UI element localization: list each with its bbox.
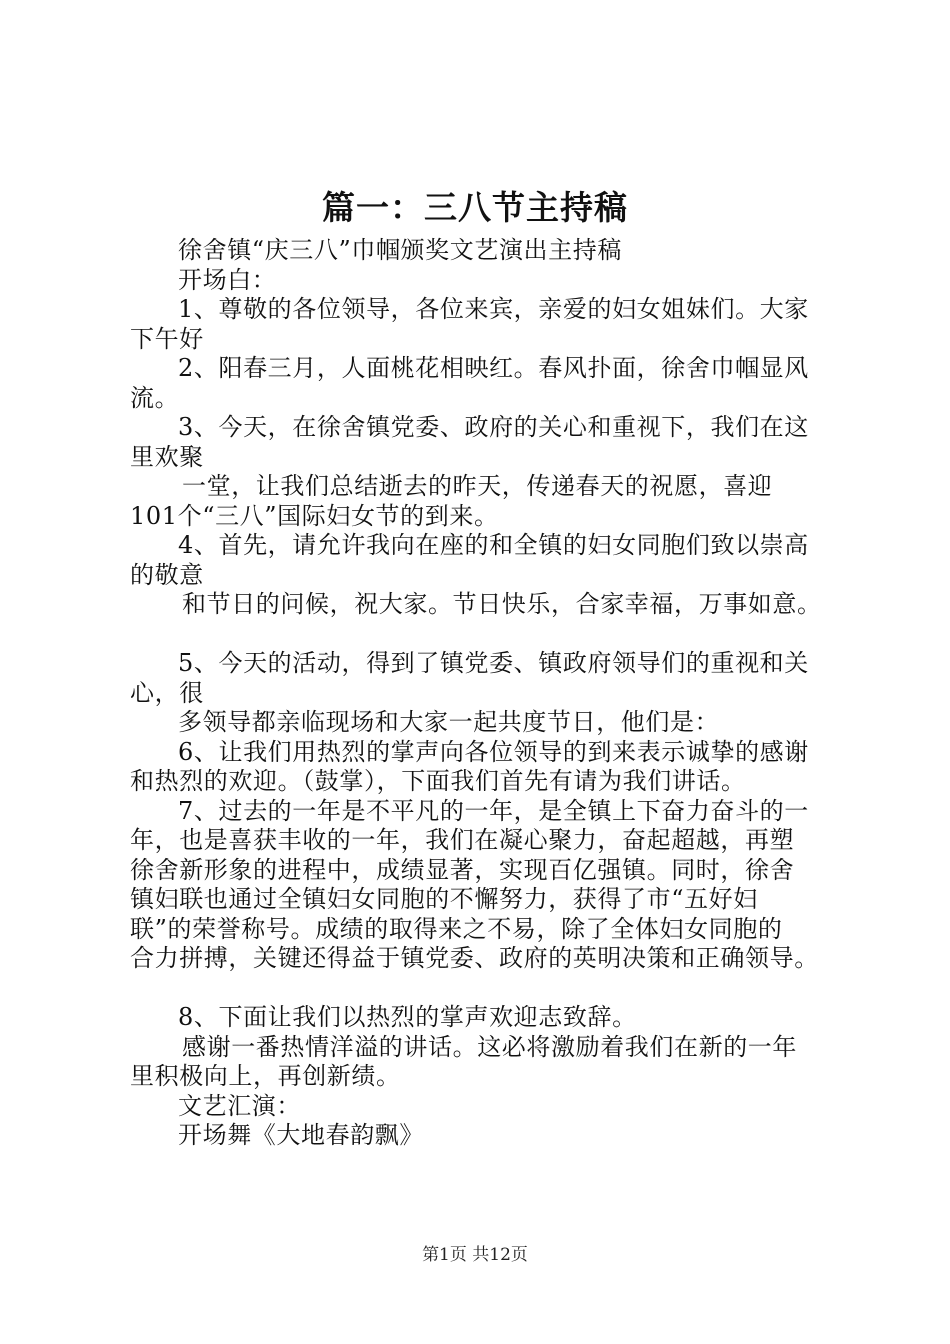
text-line: 的敬意 bbox=[130, 560, 204, 589]
text-line: 和节日的问候，祝大家。节日快乐，合家幸福，万事如意。 bbox=[182, 590, 822, 618]
text-line: 和热烈的欢迎。（鼓掌），下面我们首先有请为我们讲话。 bbox=[130, 767, 746, 795]
text-line: 8、下面让我们以热烈的掌声欢迎志致辞。 bbox=[178, 1003, 637, 1031]
text-line: 开场舞《大地春韵飘》 bbox=[178, 1121, 424, 1149]
page-footer: 第1页 共12页 bbox=[422, 1245, 528, 1265]
text-line: 里欢聚 bbox=[130, 442, 204, 471]
text-line: 开场白： bbox=[178, 265, 277, 294]
blank-line bbox=[130, 620, 830, 650]
blank-line bbox=[130, 974, 830, 1004]
text-line: 6、让我们用热烈的掌声向各位领导的到来表示诚挚的感谢 bbox=[178, 737, 809, 766]
subtitle-line: 徐舍镇“庆三八”巾帼颁奖文艺演出主持稿 bbox=[178, 236, 622, 264]
text-line: 101个“三八”国际妇女节的到来。 bbox=[130, 501, 499, 530]
text-line: 7、过去的一年是不平凡的一年，是全镇上下奋力奋斗的一 bbox=[178, 796, 809, 825]
text-line: 里积极向上，再创新绩。 bbox=[130, 1062, 401, 1090]
document-body bbox=[130, 236, 830, 1151]
text-line: 流。 bbox=[130, 383, 180, 412]
text-line: 徐舍新形象的进程中，成绩显著，实现百亿强镇。同时，徐舍 bbox=[130, 855, 795, 884]
text-line: 多领导都亲临现场和大家一起共度节日，他们是： bbox=[178, 708, 720, 736]
text-line: 镇妇联也通过全镇妇女同胞的不懈努力，获得了市“五好妇 bbox=[130, 885, 758, 913]
text-line: 2、阳春三月，人面桃花相映红。春风扑面，徐舍巾帼显风 bbox=[178, 354, 809, 382]
text-line: 4、首先，请允许我向在座的和全镇的妇女同胞们致以崇高 bbox=[178, 531, 809, 559]
text-line: 联”的荣誉称号。成绩的取得来之不易，除了全体妇女同胞的 bbox=[130, 914, 783, 943]
text-line: 文艺汇演： bbox=[178, 1091, 301, 1120]
text-line: 合力拼搏，关键还得益于镇党委、政府的英明决策和正确领导。 bbox=[130, 944, 819, 972]
page-title: 篇一：三八节主持稿 bbox=[322, 188, 628, 227]
text-line: 1、尊敬的各位领导，各位来宾，亲爱的妇女姐妹们。大家 bbox=[178, 295, 809, 323]
text-line: 一堂，让我们总结逝去的昨天，传递春天的祝愿，喜迎 bbox=[182, 472, 773, 500]
text-line: 3、今天，在徐舍镇党委、政府的关心和重视下，我们在这 bbox=[178, 413, 809, 441]
text-line: 心，很 bbox=[130, 678, 204, 707]
text-line: 年，也是喜获丰收的一年，我们在凝心聚力，奋起超越，再塑 bbox=[130, 826, 795, 854]
text-line: 5、今天的活动，得到了镇党委、镇政府领导们的重视和关 bbox=[178, 649, 809, 677]
text-line: 下午好 bbox=[130, 324, 204, 353]
text-line: 感谢一番热情洋溢的讲话。这必将激励着我们在新的一年 bbox=[182, 1032, 797, 1061]
